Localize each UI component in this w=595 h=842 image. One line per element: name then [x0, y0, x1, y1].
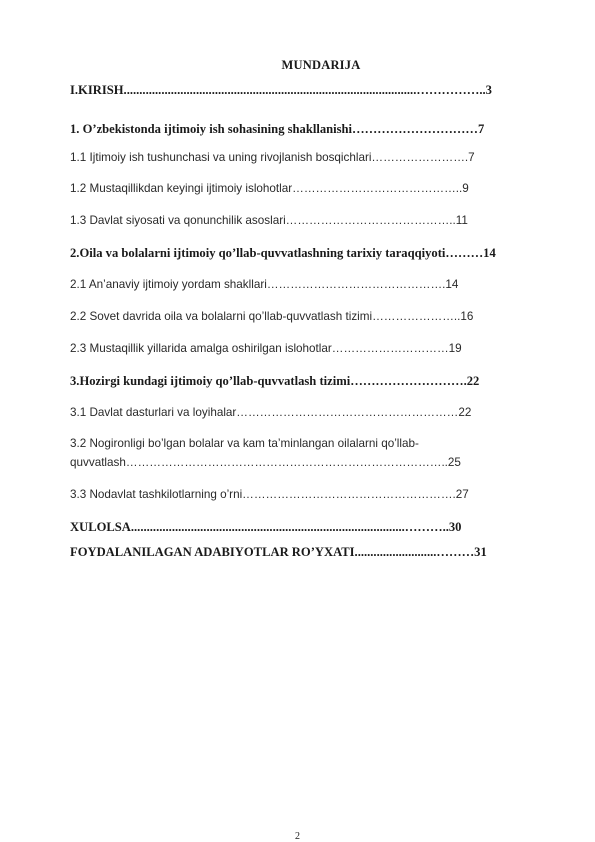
toc-entry-chapter-1: 1. O’zbekistonda ijtimoiy ish sohasining shakllanishi…………………………7 — [70, 122, 485, 136]
toc-entry-section-1-1: 1.1 Ijtimoiy ish tushunchasi va uning rivojlanish bosqichlari…………………….7 — [70, 151, 475, 164]
toc-entry-section-2-1: 2.1 An’anaviy ijtimoiy yordam shakllari……………………………………….14 — [70, 278, 459, 291]
page-title: MUNDARIJA — [281, 58, 361, 72]
toc-entry-section-2-3: 2.3 Mustaqillik yillarida amalga oshirilgan islohotlar…………………………19 — [70, 342, 462, 355]
toc-entry-section-3-2-line-2: quvvatlash………………………………………………………………………..25 — [70, 456, 461, 469]
toc-entry-section-3-2-line-1: 3.2 Nogironligi bo’lgan bolalar va kam ta’minlangan oilalarni qo’llab- — [70, 437, 419, 450]
toc-entry-introduction: I.KIRISH.............................................................................................……………..3 — [70, 83, 492, 97]
page-number: 2 — [295, 831, 300, 842]
toc-entry-section-2-2: 2.2 Sovet davrida oila va bolalarni qo’llab-quvvatlash tizimi…………………..16 — [70, 310, 474, 323]
toc-entry-section-1-3: 1.3 Davlat siyosati va qonunchilik asoslari……………………………………..11 — [70, 214, 468, 227]
toc-entry-chapter-3: 3.Hozirgi kundagi ijtimoiy qo’llab-quvvatlash tizimi……………………….22 — [70, 374, 480, 388]
toc-entry-chapter-2: 2.Oila va bolalarni ijtimoiy qo’llab-quvvatlashning tarixiy taraqqiyoti………14 — [70, 246, 496, 260]
toc-entry-conclusion: XULOLSA.......................................................................................………..30 — [70, 520, 462, 534]
toc-entry-section-3-1: 3.1 Davlat dasturlari va loyihalar…………………………………………………22 — [70, 406, 472, 419]
toc-entry-references: FOYDALANILAGAN ADABIYOTLAR RO’YXATI..........................………31 — [70, 545, 487, 559]
toc-entry-section-3-3: 3.3 Nodavlat tashkilotlarning o’rni……………………………………………….27 — [70, 488, 469, 501]
toc-entry-section-1-2: 1.2 Mustaqillikdan keyingi ijtimoiy islohotlar……………………………………..9 — [70, 182, 469, 195]
